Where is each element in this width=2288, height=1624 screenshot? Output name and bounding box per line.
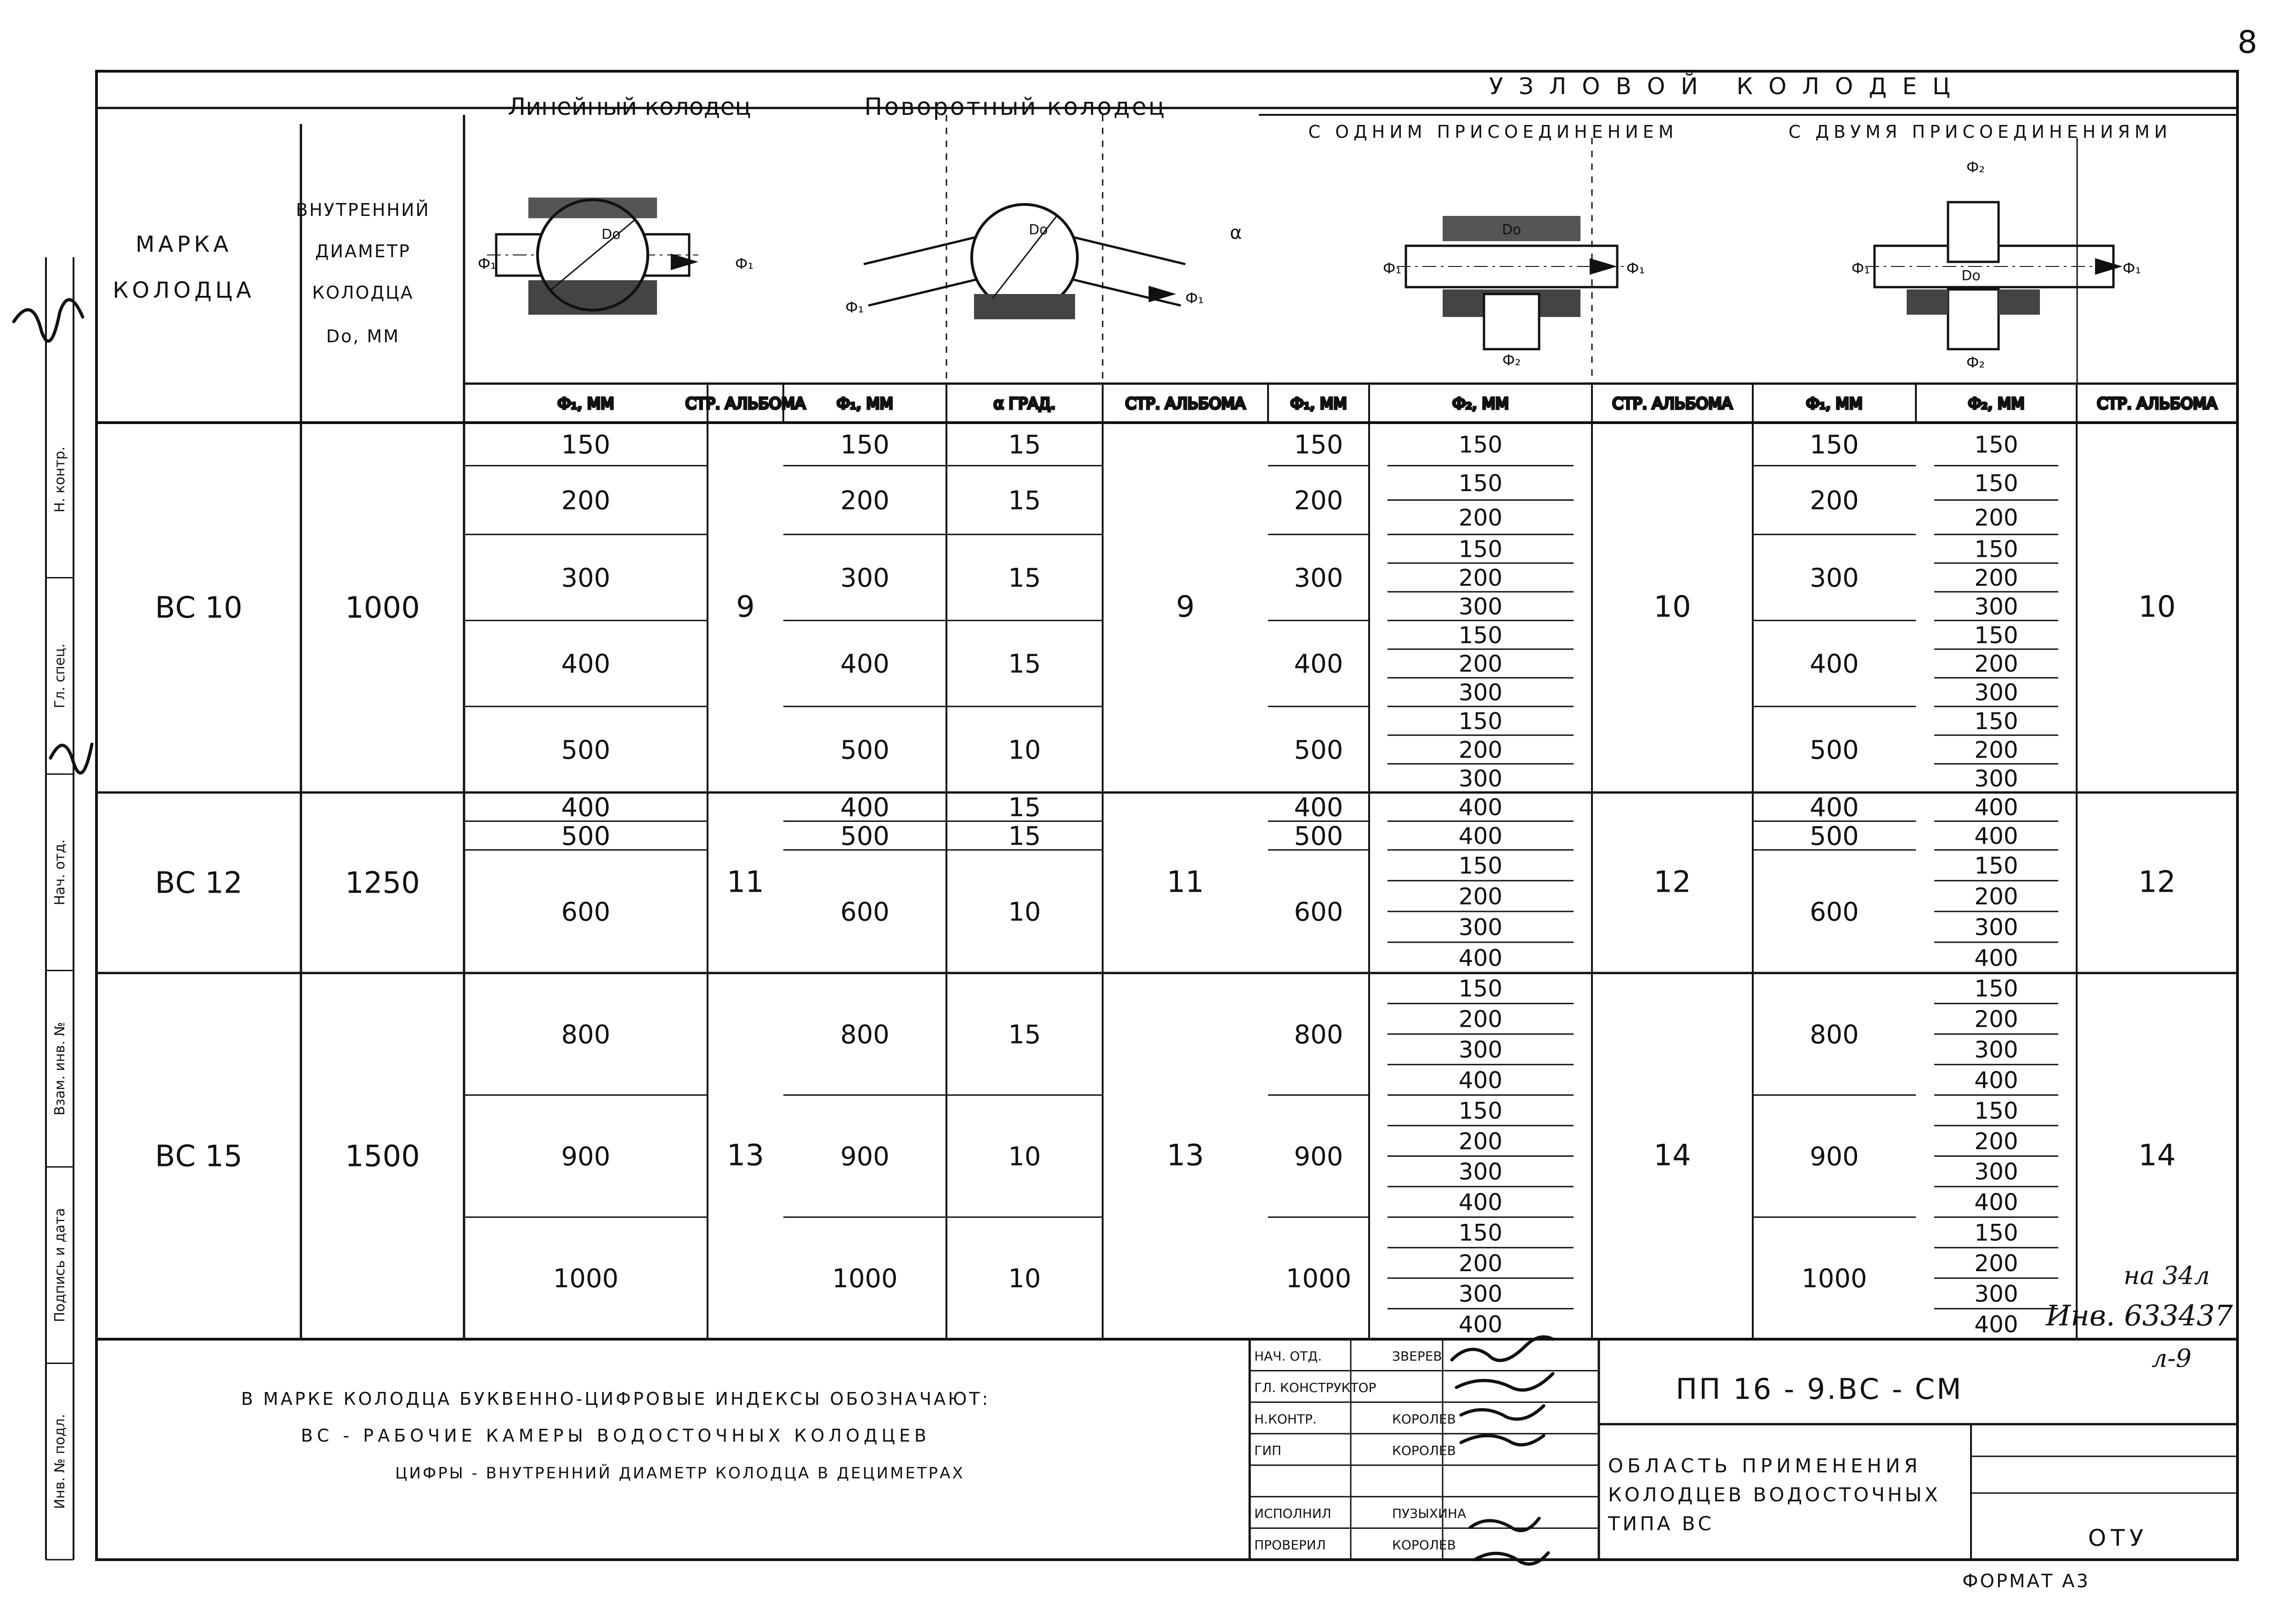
- d2-nodal-two: 150: [1974, 1097, 2018, 1124]
- d1-nodal-two: 150: [1810, 430, 1859, 460]
- d2-nodal-two: 200: [1974, 1250, 2018, 1277]
- signer-role: ИСПОЛНИЛ: [1254, 1506, 1331, 1522]
- d1-turning: 300: [840, 563, 889, 593]
- d1-nodal-one: 1000: [1286, 1264, 1352, 1294]
- album-page-nodal-two: 14: [2138, 1138, 2176, 1173]
- d2-nodal-two: 150: [1974, 707, 2018, 735]
- inner-diameter-label: ВНУТРЕННИЙ ДИАМЕТР КОЛОДЦА Dо, ММ: [296, 200, 430, 346]
- d2-nodal-one: 300: [1458, 765, 1503, 792]
- d2-nodal-one: 200: [1458, 1250, 1503, 1277]
- archive-sheets: на 34л: [2123, 1261, 2210, 1290]
- d2-nodal-two: 150: [1974, 470, 2018, 497]
- album-page-turning: 13: [1167, 1138, 1204, 1173]
- angle-alpha: 15: [1008, 430, 1041, 460]
- subheader-7: СТР. АЛЬБОМА: [1612, 395, 1733, 413]
- d2-nodal-two: 200: [1974, 651, 2018, 678]
- subheader-2: Ф₁, ММ: [836, 395, 894, 413]
- d2-nodal-two: 150: [1974, 431, 2018, 458]
- d2-nodal-one: 200: [1458, 1128, 1503, 1155]
- archive-sheet-ref: л-9: [2152, 1344, 2192, 1373]
- d0-label: Dо: [1502, 222, 1521, 238]
- album-page-nodal-one: 14: [1654, 1138, 1691, 1173]
- subheader-9: Ф₂, ММ: [1968, 395, 2025, 413]
- d2-nodal-two: 200: [1974, 504, 2018, 531]
- organization: ОТУ: [2088, 1525, 2148, 1551]
- d2-label: Ф₂: [1966, 158, 1985, 176]
- d1-turning: 600: [840, 897, 889, 928]
- d1-linear: 400: [561, 792, 611, 823]
- d2-nodal-two: 400: [1974, 1311, 2018, 1338]
- d2-nodal-two: 200: [1974, 1006, 2018, 1033]
- d2-label: Ф₂: [1502, 351, 1521, 369]
- d2-nodal-one: 150: [1458, 1097, 1503, 1124]
- strip-label: Взам. инв. №: [52, 1022, 68, 1116]
- d1-turning: 500: [840, 821, 889, 851]
- d1-label: Ф₁: [1382, 260, 1402, 277]
- signer-name: ЗВЕРЕВ: [1392, 1348, 1442, 1364]
- d1-label: Ф₁: [477, 255, 497, 272]
- d0-label: Dо: [1961, 268, 1981, 284]
- d1-linear: 800: [561, 1019, 611, 1050]
- album-page-nodal-one: 10: [1654, 590, 1691, 624]
- signer-role: ГИП: [1254, 1443, 1282, 1458]
- d1-linear: 400: [561, 649, 611, 679]
- d1-label: Ф₁: [735, 255, 754, 272]
- angle-alpha: 15: [1008, 649, 1041, 679]
- d2-nodal-one: 300: [1458, 1158, 1503, 1185]
- d1-linear: 900: [561, 1142, 611, 1172]
- d2-nodal-one: 400: [1458, 1189, 1503, 1216]
- angle-alpha: 15: [1008, 792, 1041, 823]
- left-approval-strip: [46, 257, 74, 1560]
- d2-nodal-two: 300: [1974, 593, 2018, 620]
- d1-nodal-two: 200: [1810, 486, 1859, 516]
- angle-alpha: 10: [1008, 897, 1041, 928]
- strip-label: Нач. отд.: [52, 839, 68, 905]
- d1-nodal-two: 400: [1810, 792, 1859, 823]
- d2-nodal-one: 150: [1458, 975, 1503, 1002]
- subheader-1: СТР. АЛЬБОМА: [685, 395, 806, 413]
- d1-turning: 1000: [832, 1264, 898, 1294]
- well-mark: ВС 15: [155, 1139, 243, 1174]
- d2-nodal-two: 150: [1974, 622, 2018, 649]
- album-page-turning: 11: [1167, 865, 1204, 900]
- d1-nodal-two: 600: [1810, 897, 1859, 928]
- subheader-8: Ф₁, ММ: [1806, 395, 1863, 413]
- archive-inventory: Инв. 633437: [2045, 1299, 2233, 1332]
- d1-nodal-one: 800: [1294, 1019, 1343, 1050]
- inner-diameter: 1500: [345, 1139, 420, 1174]
- subheader-4: СТР. АЛЬБОМА: [1125, 395, 1246, 413]
- d1-linear: 500: [561, 821, 611, 851]
- subheader-0: Ф₁, ММ: [557, 395, 614, 413]
- d2-nodal-two: 400: [1974, 945, 2018, 972]
- d1-linear: 1000: [553, 1264, 619, 1294]
- signature-rows: [1250, 1339, 1599, 1560]
- nodal-well-heading: УЗЛОВОЙ КОЛОДЕЦ: [1489, 73, 1966, 100]
- d2-nodal-two: 300: [1974, 679, 2018, 706]
- angle-alpha: 15: [1008, 1019, 1041, 1050]
- title-line-1: ОБЛАСТЬ ПРИМЕНЕНИЯ: [1608, 1454, 1922, 1477]
- signer-name: КОРОЛЕВ: [1392, 1443, 1456, 1458]
- well-mark: ВС 12: [155, 866, 243, 900]
- d2-nodal-two: 400: [1974, 822, 2018, 849]
- d1-nodal-one: 900: [1294, 1142, 1343, 1172]
- d2-nodal-one: 200: [1458, 1006, 1503, 1033]
- d2-nodal-two: 150: [1974, 1219, 2018, 1246]
- d1-nodal-two: 400: [1810, 649, 1859, 679]
- d2-nodal-one: 200: [1458, 651, 1503, 678]
- d1-turning: 500: [840, 735, 889, 765]
- d1-linear: 200: [561, 486, 611, 516]
- nodal-two-connections: С ДВУМЯ ПРИСОЕДИНЕНИЯМИ: [1788, 122, 2172, 142]
- d2-nodal-one: 200: [1458, 883, 1503, 910]
- sheet-format: ФОРМАТ А3: [1962, 1571, 2090, 1592]
- d2-nodal-two: 200: [1974, 564, 2018, 591]
- d2-nodal-one: 150: [1458, 1219, 1503, 1246]
- strip-label: Инв. № подл.: [52, 1414, 68, 1509]
- signer-name: ПУЗЫХИНА: [1392, 1506, 1467, 1522]
- d1-label: Ф₁: [1185, 289, 1204, 307]
- d1-nodal-one: 150: [1294, 430, 1343, 460]
- signer-name: КОРОЛЕВ: [1392, 1411, 1456, 1427]
- d1-turning: 150: [840, 430, 889, 460]
- nodal-one-connection: С ОДНИМ ПРИСОЕДИНЕНИЕМ: [1308, 122, 1678, 142]
- title-line-3: ТИПА ВС: [1608, 1512, 1714, 1535]
- signer-name: КОРОЛЕВ: [1392, 1537, 1456, 1553]
- d1-label: Ф₁: [845, 299, 864, 316]
- d2-nodal-two: 150: [1974, 975, 2018, 1002]
- d2-nodal-one: 300: [1458, 679, 1503, 706]
- note-line-3: ЦИФРЫ - ВНУТРЕННИЙ ДИАМЕТР КОЛОДЦА В ДЕЦИМЕТРАХ: [395, 1464, 965, 1483]
- d2-label: Ф₂: [1966, 354, 1985, 371]
- d1-nodal-one: 200: [1294, 486, 1343, 516]
- d2-nodal-two: 300: [1974, 765, 2018, 792]
- d2-nodal-one: 200: [1458, 564, 1503, 591]
- inner-diameter: 1250: [345, 866, 420, 900]
- album-page-nodal-two: 10: [2138, 590, 2176, 624]
- d2-nodal-two: 150: [1974, 536, 2018, 563]
- angle-alpha: 15: [1008, 821, 1041, 851]
- d1-nodal-one: 300: [1294, 563, 1343, 593]
- signer-role: Н.КОНТР.: [1254, 1411, 1317, 1427]
- d2-nodal-one: 400: [1458, 822, 1503, 849]
- d2-nodal-two: 300: [1974, 914, 2018, 941]
- d2-nodal-two: 300: [1974, 1280, 2018, 1307]
- angle-alpha: 10: [1008, 1264, 1041, 1294]
- d2-nodal-two: 200: [1974, 883, 2018, 910]
- subheader-6: Ф₂, ММ: [1452, 395, 1509, 413]
- d2-nodal-one: 300: [1458, 1036, 1503, 1064]
- d1-linear: 500: [561, 735, 611, 765]
- strip-label: Гл. спец.: [52, 643, 68, 708]
- angle-alpha: 15: [1008, 563, 1041, 593]
- page-number: 8: [2237, 24, 2258, 61]
- d2-nodal-one: 150: [1458, 470, 1503, 497]
- angle-alpha: 10: [1008, 735, 1041, 765]
- well-mark: ВС 10: [155, 591, 243, 625]
- d1-turning: 400: [840, 792, 889, 823]
- d2-nodal-one: 300: [1458, 593, 1503, 620]
- d1-label: Ф₁: [2122, 260, 2141, 277]
- d2-nodal-one: 150: [1458, 536, 1503, 563]
- d1-nodal-two: 800: [1810, 1019, 1859, 1050]
- d2-nodal-one: 200: [1458, 504, 1503, 531]
- d2-nodal-one: 150: [1458, 707, 1503, 735]
- signer-role: НАЧ. ОТД.: [1254, 1348, 1322, 1364]
- d1-turning: 200: [840, 486, 889, 516]
- angle-alpha: 15: [1008, 486, 1041, 516]
- title-line-2: КОЛОДЦЕВ ВОДОСТОЧНЫХ: [1608, 1483, 1941, 1506]
- d2-nodal-two: 400: [1974, 794, 2018, 821]
- d1-linear: 600: [561, 897, 611, 928]
- well-diagrams: [478, 158, 2141, 371]
- d2-nodal-two: 300: [1974, 1036, 2018, 1064]
- album-page-linear: 9: [736, 590, 755, 624]
- d2-nodal-one: 300: [1458, 1280, 1503, 1307]
- d1-turning: 400: [840, 649, 889, 679]
- d1-nodal-one: 600: [1294, 897, 1343, 928]
- d1-nodal-one: 500: [1294, 821, 1343, 851]
- d2-nodal-two: 300: [1974, 1158, 2018, 1185]
- document-code: ПП 16 - 9.ВС - СМ: [1676, 1372, 1963, 1406]
- subheader-3: α ГРАД.: [993, 395, 1056, 413]
- note-line-1: В МАРКЕ КОЛОДЦА БУКВЕННО-ЦИФРОВЫЕ ИНДЕКСЫ ОБОЗНАЧАЮТ:: [241, 1389, 991, 1409]
- mark-label: МАРКА КОЛОДЦА: [113, 232, 255, 303]
- d1-nodal-two: 500: [1810, 821, 1859, 851]
- d2-nodal-two: 400: [1974, 1067, 2018, 1094]
- d2-nodal-one: 400: [1458, 1067, 1503, 1094]
- subheader-10: СТР. АЛЬБОМА: [2097, 395, 2217, 413]
- album-page-turning: 9: [1176, 590, 1195, 624]
- d1-label: Ф₁: [1851, 260, 1870, 277]
- table-body: [155, 430, 2175, 1338]
- signer-role: ПРОВЕРИЛ: [1254, 1537, 1326, 1553]
- strip-label: Подпись и дата: [52, 1208, 68, 1322]
- d0-label: Dо: [1029, 222, 1048, 238]
- d0-label: Dо: [601, 226, 621, 243]
- d2-nodal-one: 200: [1458, 736, 1503, 764]
- d2-nodal-one: 400: [1458, 1311, 1503, 1338]
- album-page-nodal-one: 12: [1654, 865, 1691, 900]
- d2-nodal-one: 400: [1458, 794, 1503, 821]
- d2-nodal-two: 200: [1974, 736, 2018, 764]
- album-page-linear: 13: [726, 1138, 765, 1173]
- d2-nodal-two: 150: [1974, 852, 2018, 879]
- d1-linear: 300: [561, 563, 611, 593]
- d2-nodal-one: 150: [1458, 431, 1503, 458]
- d1-nodal-one: 400: [1294, 649, 1343, 679]
- d1-nodal-two: 500: [1810, 735, 1859, 765]
- d1-nodal-one: 500: [1294, 735, 1343, 765]
- angle-alpha: 10: [1008, 1142, 1041, 1172]
- linear-well-heading: Линейный колодец: [508, 93, 751, 121]
- album-page-nodal-two: 12: [2138, 865, 2176, 900]
- d1-nodal-two: 900: [1810, 1142, 1859, 1172]
- inner-diameter: 1000: [345, 591, 420, 625]
- d1-linear: 150: [561, 430, 611, 460]
- d1-nodal-one: 400: [1294, 792, 1343, 823]
- subheader-5: Ф₁, ММ: [1290, 395, 1347, 413]
- d1-nodal-two: 1000: [1801, 1264, 1867, 1294]
- alpha-label: α: [1229, 222, 1242, 243]
- d2-nodal-two: 400: [1974, 1189, 2018, 1216]
- d1-nodal-two: 300: [1810, 563, 1859, 593]
- d1-turning: 800: [840, 1019, 889, 1050]
- d2-nodal-one: 150: [1458, 622, 1503, 649]
- d1-turning: 900: [840, 1142, 889, 1172]
- d2-nodal-one: 400: [1458, 945, 1503, 972]
- turning-well-heading: Поворотный колодец: [864, 93, 1167, 121]
- d2-nodal-two: 200: [1974, 1128, 2018, 1155]
- album-page-linear: 11: [726, 865, 765, 900]
- strip-label: Н. контр.: [52, 446, 68, 513]
- d2-nodal-one: 300: [1458, 914, 1503, 941]
- note-line-2: ВС - РАБОЧИЕ КАМЕРЫ ВОДОСТОЧНЫХ КОЛОДЦЕВ: [300, 1426, 931, 1446]
- d2-nodal-one: 150: [1458, 852, 1503, 879]
- signer-role: ГЛ. КОНСТРУКТОР: [1254, 1380, 1376, 1395]
- d1-label: Ф₁: [1626, 260, 1645, 277]
